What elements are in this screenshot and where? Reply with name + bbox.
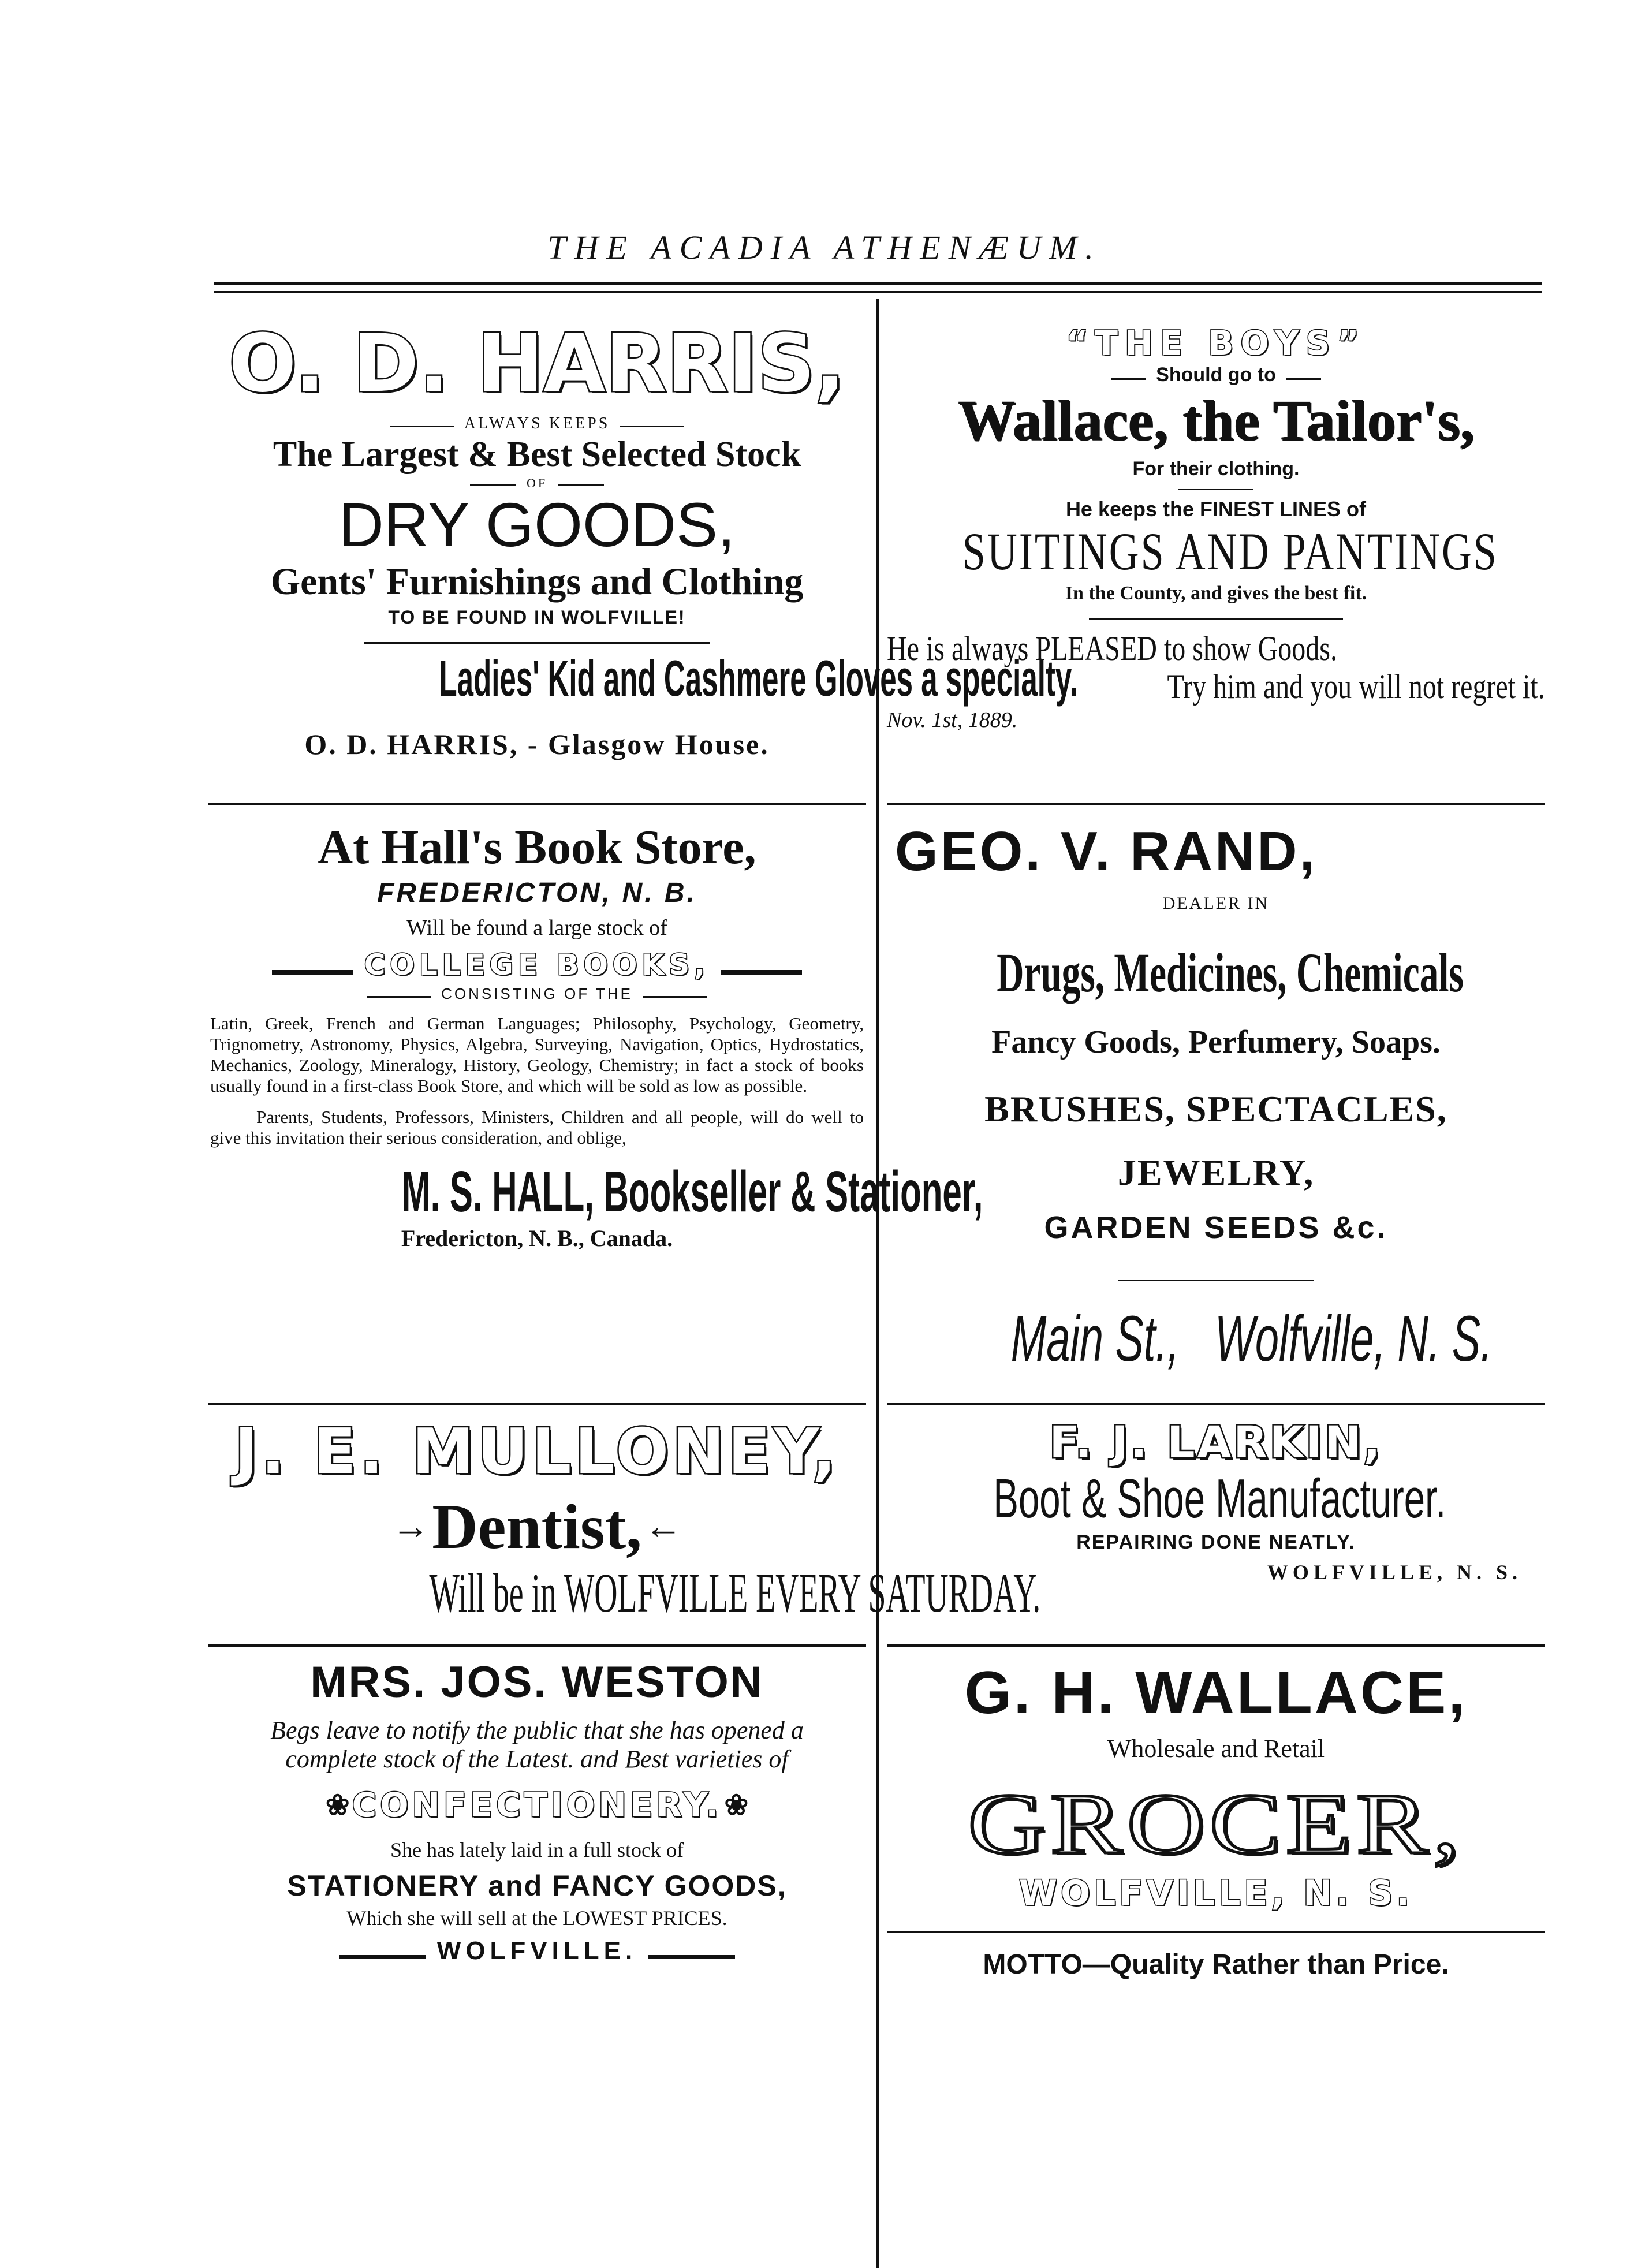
mulloney-dentist-row	[208, 1492, 866, 1561]
tailor-county: In the County, and gives the best fit.	[1065, 583, 1367, 604]
rule	[470, 484, 516, 486]
grocer-wholesale: Wholesale and Retail	[1107, 1734, 1325, 1763]
rand-brushes: BRUSHES, SPECTACLES, JEWELRY,	[984, 1088, 1447, 1193]
separator	[208, 1403, 866, 1405]
separator	[887, 1644, 1545, 1647]
hall-signature-wrap	[208, 1159, 983, 1224]
page-header: THE ACADIA ATHENÆUM.	[547, 229, 1102, 266]
rule	[558, 484, 604, 486]
rule	[272, 970, 353, 975]
harris-gents: Gents' Furnishings and Clothing	[270, 561, 804, 603]
hall-signature: M. S. HALL, Bookseller & Stationer,	[401, 1159, 983, 1224]
mulloney-dentist: Dentist,	[432, 1491, 642, 1562]
hall-address: Fredericton, N. B., Canada.	[401, 1225, 673, 1251]
rule	[643, 996, 707, 998]
tailor-date: Nov. 1st, 1889.	[887, 708, 1018, 732]
weston-sell: Which she will sell at the LOWEST PRICES.	[346, 1907, 727, 1930]
weston-stationery: STATIONERY and FANCY GOODS,	[287, 1870, 787, 1902]
mulloney-ad	[208, 1415, 1041, 1625]
rule	[1111, 378, 1146, 380]
mulloney-name: J. E. MULLONEY,	[234, 1416, 840, 1488]
weston-begs: Begs leave to notify the public that she has opened a complete stock of the Latest. and Best varieties of	[270, 1716, 804, 1773]
ornament-right-icon: ❀	[724, 1789, 749, 1821]
rand-name: GEO. V. RAND,	[895, 820, 1318, 882]
rand-dealer: DEALER IN	[1162, 894, 1270, 913]
mulloney-will-be: Will be in WOLFVILLE EVERY SATURDAY.	[429, 1562, 1041, 1624]
larkin-place: WOLFVILLE, N. S.	[1267, 1561, 1522, 1584]
rule	[1089, 618, 1343, 620]
larkin-trade: Boot & Shoe Manufacturer.	[993, 1468, 1446, 1530]
tailor-should: Should go to	[1156, 364, 1276, 386]
tailor-pleased-wrap	[887, 629, 1545, 667]
rule	[620, 426, 684, 427]
grocer-name: G. H. WALLACE,	[964, 1659, 1468, 1726]
hall-consisting: CONSISTING OF THE	[441, 985, 633, 1002]
harris-signature: O. D. HARRIS, - Glasgow House.	[304, 728, 770, 760]
tailor-suitings-wrap	[887, 523, 1545, 580]
hall-body: Latin, Greek, French and German Languages; Philosophy, Psychology, Geometry, Trignometry, Astronomy, Physics, Algebra, Surveying, Navigation, Optics, Hydrostatics, Mechanics, Zoology, Mineralogy, History, Geology, Chemistry; in fact a stock of books usually found in a first-class Book Store, and which will be sold as low as possible.	[210, 1013, 864, 1096]
hall-college: COLLEGE BOOKS,	[364, 948, 710, 982]
rand-address: Main St., Wolfville, N. S.	[1010, 1303, 1493, 1375]
weston-place: WOLFVILLE.	[436, 1937, 637, 1965]
harris-found: TO BE FOUND IN WOLFVILLE!	[388, 607, 686, 628]
rule	[1178, 489, 1253, 490]
tailor-pleased: He is always PLEASED to show Goods.	[887, 629, 1337, 667]
weston-ad	[208, 1657, 866, 1965]
ornament-left-icon: ❀	[325, 1789, 350, 1821]
harris-always-keeps: ALWAYS KEEPS	[464, 415, 610, 432]
larkin-ad	[887, 1415, 1545, 1588]
larkin-repairing: REPAIRING DONE NEATLY.	[1076, 1531, 1356, 1553]
tailor-keeps: He keeps the FINEST LINES of	[1065, 497, 1367, 521]
harris-name: O. D. HARRIS,	[229, 317, 845, 410]
header-rule-thin	[214, 291, 1542, 293]
rand-ad	[887, 820, 1545, 1374]
tailor-try-wrap	[887, 667, 1545, 706]
rule	[339, 1955, 426, 1959]
hall-place: FREDERICTON, N. B.	[377, 878, 697, 908]
hall-ad	[208, 820, 983, 1254]
weston-lately: She has lately laid in a full stock of	[390, 1838, 684, 1862]
weston-confectionery: CONFECTIONERY.	[352, 1785, 722, 1825]
separator	[208, 803, 866, 805]
rand-address-wrap	[887, 1304, 1545, 1374]
rule	[1286, 378, 1321, 380]
tailor-suitings: SUITINGS AND PANTINGS	[962, 522, 1498, 581]
weston-place-row	[208, 1937, 866, 1965]
grocer-ad	[887, 1657, 1545, 1988]
rand-drugs: Drugs, Medicines, Chemicals	[997, 942, 1464, 1004]
hall-title: At Hall's Book Store,	[318, 820, 756, 874]
harris-of: OF	[526, 476, 548, 490]
rule	[367, 996, 431, 998]
tailor-should-row	[887, 364, 1545, 386]
separator	[887, 1403, 1545, 1405]
rule	[364, 642, 710, 644]
tailor-clothing: For their clothing.	[1132, 458, 1300, 480]
mulloney-will-be-wrap	[208, 1561, 1041, 1625]
tailor-boys: “THE BOYS”	[1066, 323, 1366, 363]
rule	[648, 1955, 735, 1959]
weston-confectionery-row	[208, 1785, 866, 1825]
weston-name: MRS. JOS. WESTON	[310, 1658, 764, 1707]
rand-garden: GARDEN SEEDS &c.	[1044, 1210, 1388, 1245]
grocer-grocer: GROCER,	[968, 1776, 1464, 1872]
tailor-try: Try him and you will not regret it.	[1167, 667, 1545, 706]
tailor-ad	[887, 322, 1545, 734]
header-rule	[214, 282, 1542, 285]
hall-parents: Parents, Students, Professors, Ministers, Children and all people, will do well to give this invitation their serious consideration, and oblige,	[210, 1107, 864, 1148]
tailor-name: Wallace, the Tailor's,	[957, 388, 1475, 452]
rule	[887, 1931, 1545, 1933]
separator	[887, 803, 1545, 805]
separator	[208, 1644, 866, 1647]
grocer-place: WOLFVILLE, N. S.	[1018, 1873, 1413, 1913]
grocer-motto: MOTTO—Quality Rather than Price.	[983, 1949, 1449, 1980]
hall-will-be: Will be found a large stock of	[406, 916, 667, 940]
harris-dry-goods: DRY GOODS,	[338, 490, 736, 559]
harris-ladies: Ladies' Kid and Cashmere Gloves a specialty.	[439, 650, 1078, 707]
harris-largest: The Largest & Best Selected Stock	[273, 435, 801, 474]
rule	[390, 426, 454, 427]
rand-fancy: Fancy Goods, Perfumery, Soaps.	[991, 1024, 1441, 1060]
larkin-trade-wrap	[887, 1470, 1545, 1528]
rand-drugs-wrap	[887, 941, 1545, 1005]
larkin-name: F. J. LARKIN,	[1049, 1416, 1383, 1468]
rule	[1118, 1280, 1314, 1281]
grocer-grocer-wrap	[887, 1776, 1545, 1872]
arrow-left-icon: ←	[644, 1505, 682, 1547]
column-divider	[876, 299, 879, 2268]
harris-ladies-wrap	[208, 650, 1078, 707]
rule	[721, 970, 802, 975]
arrow-right-icon: →	[391, 1505, 430, 1547]
